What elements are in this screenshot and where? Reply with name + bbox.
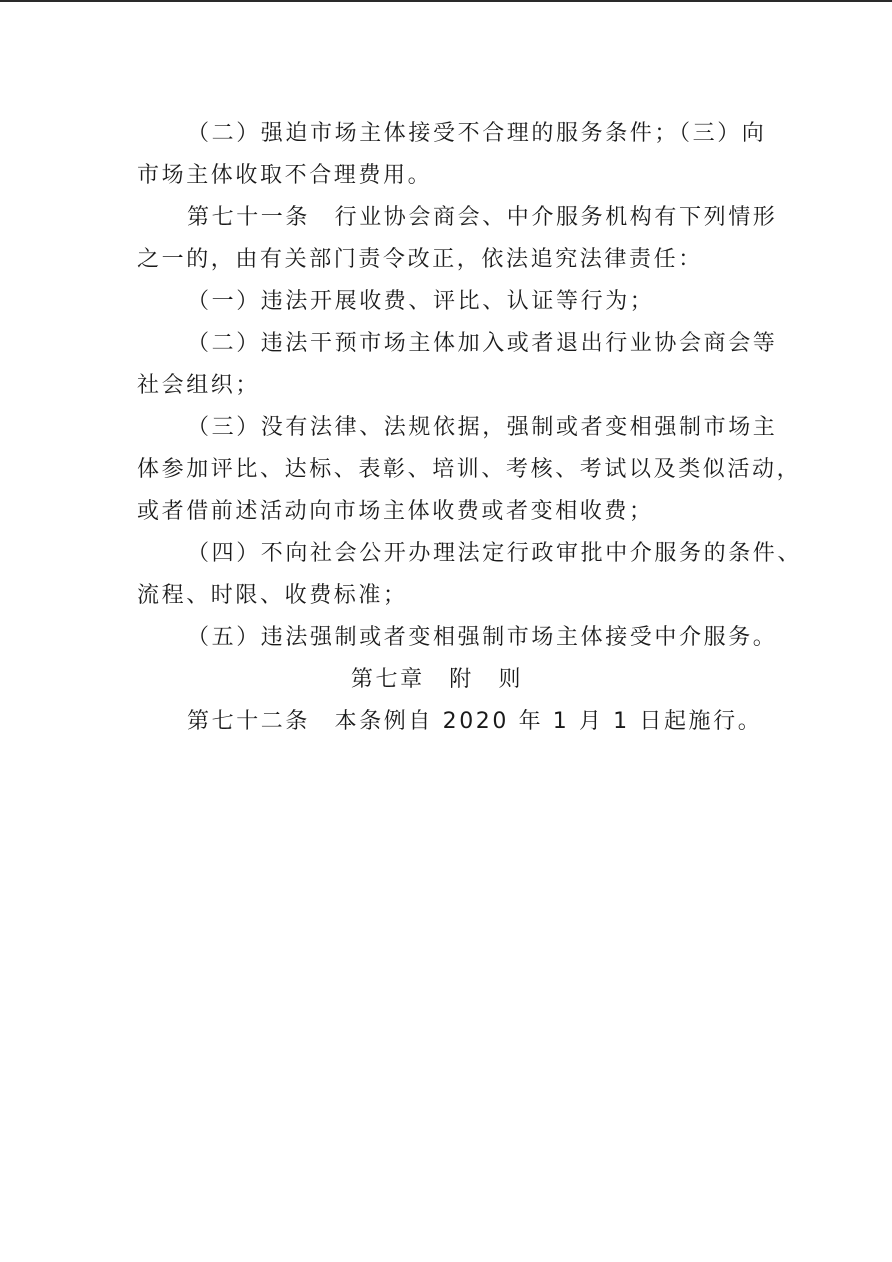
document-page [137,113,803,743]
article-71-item-4-line-1: （四）不向社会公开办理法定行政审批中介服务的条件、 [187,541,803,566]
page-top-border [0,0,892,2]
article-71-item-4-line-2: 流程、时限、收费标准； [137,583,408,608]
article-71-item-3-line-3: 或者借前述活动向市场主体收费或者变相收费； [137,499,654,524]
article-71-item-3-line-1: （三）没有法律、法规依据，强制或者变相强制市场主 [187,415,778,440]
article-72: 第七十二条 本条例自 2020 年 1 月 1 日起施行。 [187,709,763,734]
article-71-item-5: （五）违法强制或者变相强制市场主体接受中介服务。 [187,625,778,650]
article-71-item-2-line-2: 社会组织； [137,373,261,398]
clause-2-continued-line-2: 市场主体收取不合理费用。 [137,163,433,188]
article-71-item-1: （一）违法开展收费、评比、认证等行为； [187,289,655,314]
chapter-7-heading: 第七章 附 则 [350,667,524,692]
article-71-line-1: 第七十一条 行业协会商会、中介服务机构有下列情形 [187,205,778,230]
article-71-item-2-line-1: （二）违法干预市场主体加入或者退出行业协会商会等 [187,331,778,356]
article-71-line-2: 之一的，由有关部门责令改正，依法追究法律责任： [137,247,703,272]
article-71-item-3-line-2: 体参加评比、达标、表彰、培训、考核、考试以及类似活动， [137,457,802,482]
clause-2-continued-line-1: （二）强迫市场主体接受不合理的服务条件；（三）向 [187,121,767,146]
